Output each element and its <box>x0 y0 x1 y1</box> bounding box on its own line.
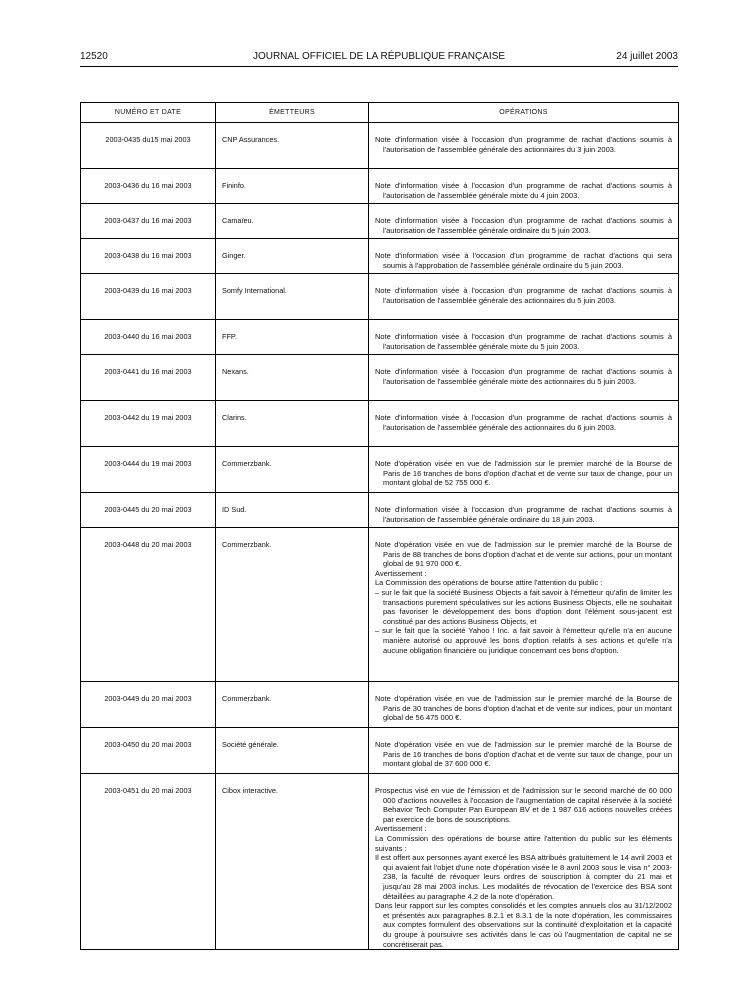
table-row <box>81 447 679 493</box>
table-row <box>81 682 679 728</box>
visa-number-date: 2003-0449 du 20 mai 2003 <box>81 682 216 728</box>
operation-paragraph: La Commission des opérations de bourse attire l'attention du public : <box>375 578 603 588</box>
operation-description <box>369 355 679 401</box>
operation-paragraph: Note d'information visée à l'occasion d'un programme de rachat d'actions soumis à l'autorisation de l'assemblée générale ordinaire du 18 juin 2003. <box>375 505 672 524</box>
operation-paragraph: Avertissement : <box>375 568 427 578</box>
operation-description <box>369 123 679 169</box>
visa-number-date: 2003-0444 du 19 mai 2003 <box>81 447 216 493</box>
operation-paragraph: Il est offert aux personnes ayant exercé les BSA attribués gratuitement le 14 avril 2003 et qui avaient fait l'objet d'une note d'opération visée le 8 avril 2003 sous le visa n° 2003-238, la faculté de révoquer leurs ordres de souscription à compter du 21 mai et jusqu'au 28 mai 2003 inclus. Les modalités de révocation de l'exercice des BSA sont détaillées au paragraphe 4.2 de la note d'opération. <box>375 853 672 901</box>
operation-paragraph: Dans leur rapport sur les comptes consolidés et les comptes annuels clos au 31/12/2002 et présentés aux paragraphes 8.2.1 et 8.3.1 de la note d'opération, les commissaires aux comptes formulent des observations sur la continuité d'exploitation et la capacité du groupe à poursuivre ses activités dans le cas où l'augmentation de capital ne se concrétiserait pas. <box>375 901 672 949</box>
visa-number-date: 2003-0437 du 16 mai 2003 <box>81 204 216 239</box>
operation-description <box>369 320 679 355</box>
page-header <box>80 48 678 67</box>
operation-paragraph: Note d'information visée à l'occasion d'un programme de rachat d'actions soumis à l'autorisation de l'assemblée générale des actionnaires du 6 juin 2003. <box>375 413 672 432</box>
visa-number-date: 2003-0450 du 20 mai 2003 <box>81 728 216 774</box>
emitter-name: Commerzbank. <box>216 528 369 682</box>
emitter-name: Société générale. <box>216 728 369 774</box>
operation-paragraph: La Commission des opérations de bourse attire l'attention du public sur les éléments suivants : <box>375 833 672 853</box>
operation-description <box>369 401 679 447</box>
table-row <box>81 274 679 320</box>
emitter-name: Commerzbank. <box>216 682 369 728</box>
table-row <box>81 493 679 528</box>
emitter-name: FFP. <box>216 320 369 355</box>
table-row <box>81 355 679 401</box>
visa-number-date: 2003-0438 du 16 mai 2003 <box>81 239 216 274</box>
operation-paragraph: Note d'information visée à l'occasion d'un programme de rachat d'actions soumis à l'autorisation de l'assemblée générale des actionnaires du 5 juin 2003. <box>375 286 672 305</box>
operation-description <box>369 528 679 682</box>
operation-paragraph: Note d'information visée à l'occasion d'un programme de rachat d'actions soumis à l'autorisation de l'assemblée générale mixte du 5 juin 2003. <box>375 332 672 351</box>
emitter-name: Commerzbank. <box>216 447 369 493</box>
operation-paragraph: Note d'information visée à l'occasion d'un programme de rachat d'actions soumis à l'autorisation de l'assemblée générale mixte du 4 juin 2003. <box>375 181 672 200</box>
operation-paragraph: Note d'information visée à l'occasion d'un programme de rachat d'actions soumis à l'autorisation de l'assemblée générale mixte des actionnaires du 5 juin 2003. <box>375 367 672 386</box>
table-row <box>81 728 679 774</box>
operation-description <box>369 447 679 493</box>
emitter-name: Clarins. <box>216 401 369 447</box>
operation-paragraph: Note d'information visée à l'occasion d'un programme de rachat d'actions soumis à l'autorisation de l'assemblée générale ordinaire du 5 juin 2003. <box>375 216 672 235</box>
table-row <box>81 239 679 274</box>
emitter-name: Somfy International. <box>216 274 369 320</box>
table-row <box>81 204 679 239</box>
visa-number-date: 2003-0451 du 20 mai 2003 <box>81 774 216 950</box>
operation-description <box>369 169 679 204</box>
operation-description <box>369 728 679 774</box>
operation-paragraph: Note d'information visée à l'occasion d'un programme de rachat d'actions qui sera soumis à l'approbation de l'assemblée générale ordinaire du 5 juin 2003. <box>375 251 672 270</box>
emitter-name: Cibox interactive. <box>216 774 369 950</box>
operation-description <box>369 774 679 950</box>
operation-description <box>369 493 679 528</box>
issue-date: 24 juillet 2003 <box>616 51 678 62</box>
operation-paragraph: Note d'opération visée en vue de l'admission sur le premier marché de la Bourse de Paris de 88 tranches de bons d'option d'achat et de vente sur actions, pour un montant global de 91 970 000 €. <box>375 540 672 569</box>
emitter-name: Ginger. <box>216 239 369 274</box>
emitter-name: Fininfo. <box>216 169 369 204</box>
operation-description <box>369 204 679 239</box>
operation-paragraph: Avertissement : <box>375 824 427 834</box>
table-row <box>81 774 679 950</box>
column-header-emitters: ÉMETTEURS <box>216 103 369 123</box>
emitter-name: CNP Assurances. <box>216 123 369 169</box>
emitter-name: Camaïeu. <box>216 204 369 239</box>
operation-description <box>369 239 679 274</box>
operation-paragraph: Note d'opération visée en vue de l'admission sur le premier marché de la Bourse de Paris de 30 tranches de bons d'option d'achat et de vente sur indices, pour un montant global de 56 475 000 €. <box>375 694 672 723</box>
operation-description <box>369 274 679 320</box>
operation-paragraph: Prospectus visé en vue de l'émission et de l'admission sur le second marché de 60 000 000 d'actions nouvelles à l'occasion de l'augmentation de capital réservée à la société Behavior Tech Computer Pan European BV et de 1 987 616 actions nouvelles créées par exercice de bons de souscriptions. <box>375 786 672 824</box>
visa-number-date: 2003-0440 du 16 mai 2003 <box>81 320 216 355</box>
visa-number-date: 2003-0435 du15 mai 2003 <box>81 123 216 169</box>
table-row <box>81 401 679 447</box>
visa-number-date: 2003-0441 du 16 mai 2003 <box>81 355 216 401</box>
page-number: 12520 <box>80 51 108 62</box>
table-row <box>81 528 679 682</box>
operation-paragraph: – sur le fait que la société Business Objects a fait savoir à l'émetteur qu'afin de limiter les transactions purement spéculatives sur les actions Business Objects, elle ne souhaitait pas favoriser le développement des bons d'option dont l'élément sous-jacent est constitué par des actions Business Objects, et <box>375 587 672 626</box>
table-header-row <box>81 103 679 123</box>
visa-number-date: 2003-0445 du 20 mai 2003 <box>81 493 216 528</box>
operations-table <box>80 102 679 950</box>
table-row <box>81 320 679 355</box>
table-row <box>81 169 679 204</box>
visa-number-date: 2003-0436 du 16 mai 2003 <box>81 169 216 204</box>
operation-description <box>369 682 679 728</box>
emitter-name: Nexans. <box>216 355 369 401</box>
journal-title: JOURNAL OFFICIEL DE LA RÉPUBLIQUE FRANÇAISE <box>252 51 506 62</box>
visa-number-date: 2003-0439 du 16 mai 2003 <box>81 274 216 320</box>
table-row <box>81 123 679 169</box>
column-header-operations: OPÉRATIONS <box>369 103 679 123</box>
operation-paragraph: – sur le fait que la société Yahoo ! Inc. a fait savoir à l'émetteur qu'elle n'a en aucune manière autorisé ou approuvé les bons d'option relatifs à ses actions et qu'elle n'a aucune obligation financière ou juridique concernant ces bons d'option. <box>375 626 672 655</box>
emitter-name: ID Sud. <box>216 493 369 528</box>
column-header-number-date: NUMÉRO ET DATE <box>81 103 216 123</box>
operation-paragraph: Note d'opération visée en vue de l'admission sur le premier marché de la Bourse de Paris de 16 tranches de bons d'option d'achat et de vente sur taux de change, pour un montant global de 52 755 000 €. <box>375 459 672 488</box>
operation-paragraph: Note d'opération visée en vue de l'admission sur le premier marché de la Bourse de Paris de 16 tranches de bons d'option d'achat et de vente sur taux de change, pour un montant global de 37 600 000 €. <box>375 740 672 769</box>
visa-number-date: 2003-0448 du 20 mai 2003 <box>81 528 216 682</box>
operation-paragraph: Note d'information visée à l'occasion d'un programme de rachat d'actions soumis à l'autorisation de l'assemblée générale des actionnaires du 3 juin 2003. <box>375 135 672 154</box>
visa-number-date: 2003-0442 du 19 mai 2003 <box>81 401 216 447</box>
